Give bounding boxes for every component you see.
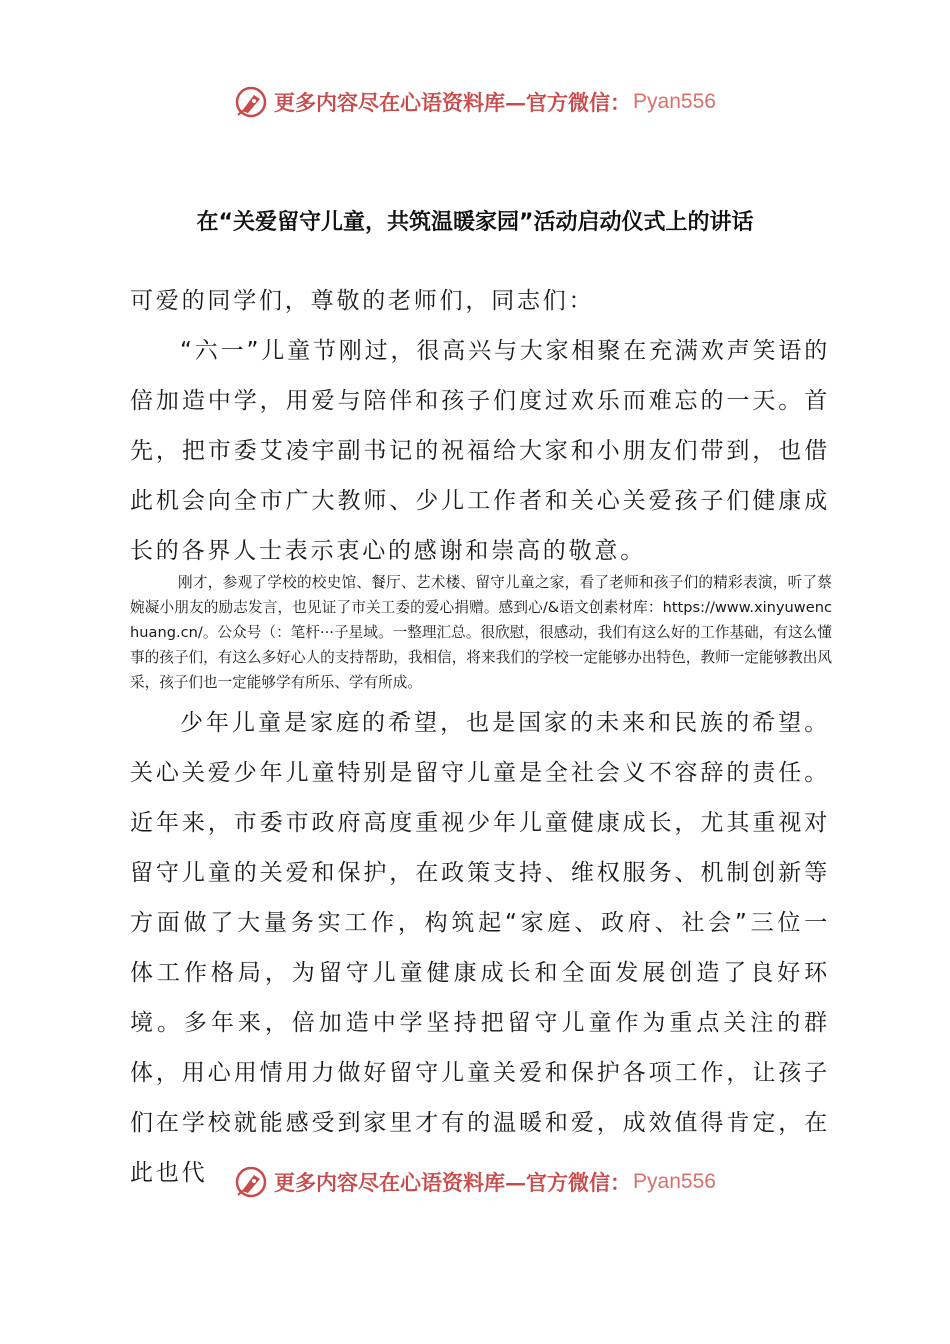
paragraph-1: “六一”儿童节刚过，很高兴与大家相聚在充满欢声笑语的倍加造中学，用爱与陪伴和孩子们度过欢乐而难忘的一天。首先，把市委艾凌宇副书记的祝福给大家和小朋友们带到，也借此机会向全市广大教师、少儿工作者和关心关爱孩子们健康成长的各界人士表示衷心的感谢和崇高的敬意。 xyxy=(130,338,830,564)
body-section-1 xyxy=(130,276,830,576)
header-banner xyxy=(0,82,950,122)
paragraph-2: 刚才，参观了学校的校史馆、餐厅、艺术楼、留守儿童之家，看了老师和孩子们的精彩表演，听了蔡婉凝小朋友的励志发言，也见证了市关工委的爱心捐赠。感到心/&语文创素材库：https://www.xinyuwenchuang.cn/。公众号（：笔杆···子星域。一整理汇总。很欣慰，很感动，我们有这么好的工作基础，有这么懂事的孩子们，有这么多好心人的支持帮助，我相信，将来我们的学校一定能够办出特色，教师一定能够教出风采，孩子们也一定能够学有所乐、学有所成。 xyxy=(130,574,832,691)
banner-text: 更多内容尽在心语资料库—官方微信： xyxy=(274,90,632,115)
banner-wechat-id: Pyan556 xyxy=(633,90,716,113)
document-title: 在“关爱留守儿童，共筑温暖家园”活动启动仪式上的讲话 xyxy=(196,210,754,235)
body-section-2 xyxy=(130,698,830,1198)
banner-text: 更多内容尽在心语资料库—官方微信： xyxy=(274,1170,632,1195)
pen-nib-logo-icon xyxy=(234,1165,268,1199)
pen-nib-logo-icon xyxy=(234,85,268,119)
paragraph-3: 少年儿童是家庭的希望，也是国家的未来和民族的希望。关心关爱少年儿童特别是留守儿童是全社会义不容辞的责任。近年来，市委市政府高度重视少年儿童健康成长，尤其重视对留守儿童的关爱和保护，在政策支持、维权服务、机制创新等方面做了大量务实工作，构筑起“家庭、政府、社会”三位一体工作格局，为留守儿童健康成长和全面发展创造了良好环境。多年来，倍加造中学坚持把留守儿童作为重点关注的群体，用心用情用力做好留守儿童关爱和保护各项工作，让孩子们在学校就能感受到家里才有的温暖和爱，成效值得肯定，在此也代 xyxy=(130,710,830,1186)
greeting: 可爱的同学们，尊敬的老师们，同志们： xyxy=(130,288,595,314)
footer-banner xyxy=(0,1162,950,1202)
banner-wechat-id: Pyan556 xyxy=(633,1170,716,1193)
